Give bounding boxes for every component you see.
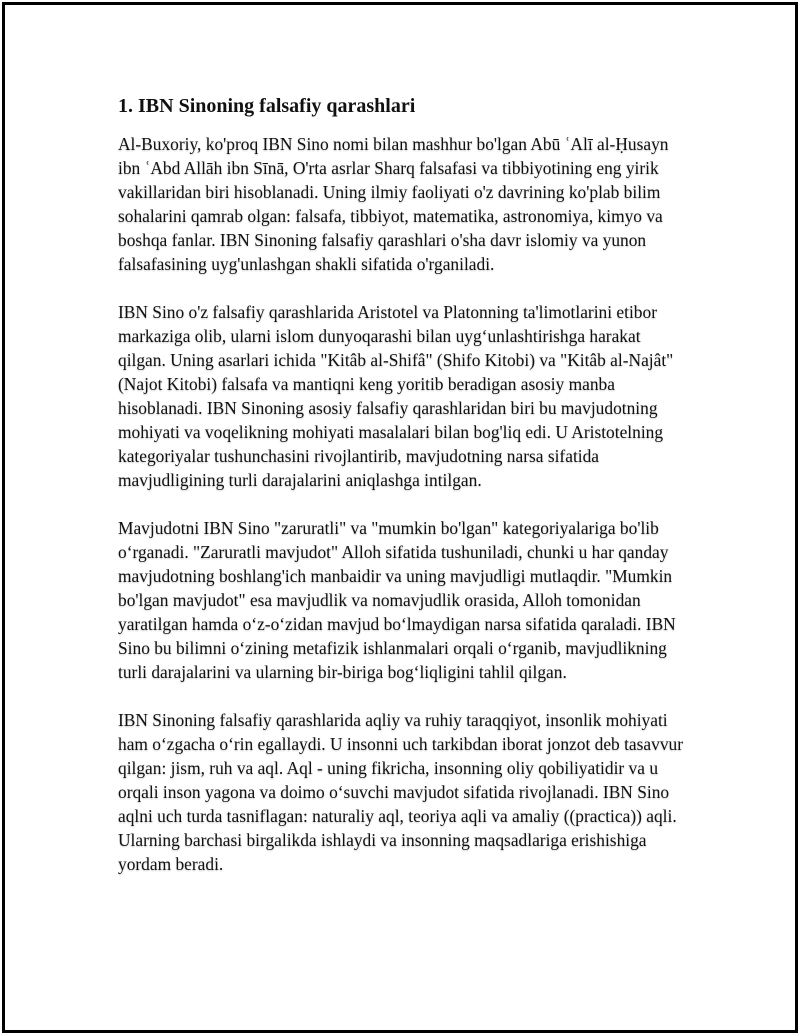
paragraph-existence-categories: Mavjudotni IBN Sino "zaruratli" va "mumkin bo'lgan" kategoriyalariga bo'lib o‘rganadi. "Zaruratli mavjudot" Alloh sifatida tushuniladi, chunki u har qanday mavjudotning boshlang'ich manbaidir va uning mavjudligi mutlaqdir. "Mumkin bo'lgan mavjudot" esa mavjudlik va nomavjudlik orasida, Alloh tomonidan yaratilgan hamda o‘z-o‘zidan mavjud bo‘lmaydigan narsa sifatida qaraladi. IBN Sino bu bilimni o‘zining metafizik ishlanmalari orqali o‘rganib, mavjudlikning turli darajalarini va ularning bir-biriga bog‘liqligini tahlil qilgan.: [118, 518, 676, 682]
paragraph-intellect: IBN Sinoning falsafiy qarashlarida aqliy va ruhiy taraqqiyot, insonlik mohiyati ham o‘zgacha o‘rin egallaydi. U insonni uch tarkibdan iborat jonzot deb tasavvur qilgan: jism, ruh va aql. Aql - uning fikricha, insonning oliy qobiliyatidir va u orqali inson yagona va doimo o‘suvchi mavjudot sifatida rivojlanadi. IBN Sino aqlni uch turda tasniflagan: naturaliy aql, teoriya aqli va amaliy ((practica)) aqli. Ularning barchasi birgalikda ishlaydi va insonning maqsadlariga erishishiga yordam beradi.: [118, 710, 684, 874]
section-title: 1. IBN Sinoning falsafiy qarashlari: [118, 95, 416, 117]
paragraph-intro: Al-Buxoriy, ko'proq IBN Sino nomi bilan mashhur bo'lgan Abū ʿAlī al-Ḥusayn ibn ʿAbd Allāh ibn Sīnā, O'rta asrlar Sharq falsafasi va tibbiyotining eng yirik vakillaridan biri hisoblanadi. Uning ilmiy faoliyati o'z davrining ko'plab bilim sohalarini qamrab olgan: falsafa, tibbiyot, matematika, astronomiya, kimyo va boshqa fanlar. IBN Sinoning falsafiy qarashlari o'sha davr islomiy va yunon falsafasining uyg'unlashgan shakli sifatida o'rganiladi.: [118, 134, 669, 274]
paragraph-aristotle-plato: IBN Sino o'z falsafiy qarashlarida Aristotel va Platonning ta'limotlarini etibor markaziga olib, ularni islom dunyoqarashi bilan uyg‘unlashtirishga harakat qilgan. Uning asarlari ichida "Kitâb al-Shifâ" (Shifo Kitobi) va "Kitâb al-Najât" (Najot Kitobi) falsafa va mantiqni keng yoritib beradigan asosiy manba hisoblanadi. IBN Sinoning asosiy falsafiy qarashlaridan biri bu mavjudotning mohiyati va voqelikning mohiyati masalalari bilan bog'liq edi. U Aristotelning kategoriyalar tushunchasini rivojlantirib, mavjudotning narsa sifatida mavjudligining turli darajalarini aniqlashga intilgan.: [118, 302, 674, 490]
document-body: [118, 93, 690, 900]
